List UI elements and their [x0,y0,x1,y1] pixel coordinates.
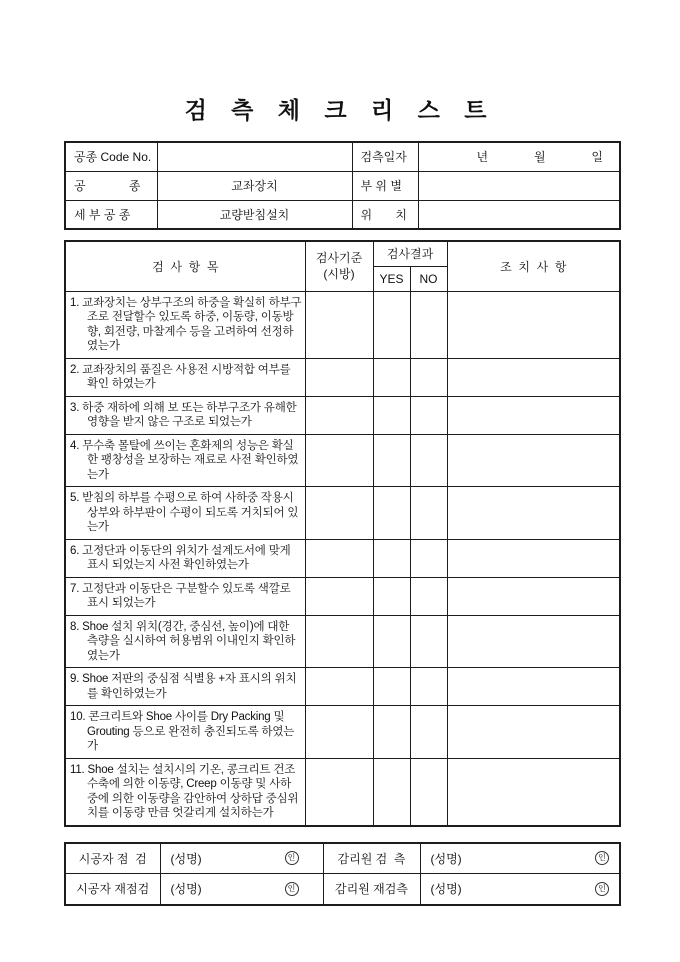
info-table [64,141,621,230]
checklist-row-4 [65,434,620,487]
checklist-item-1: 1. 교좌장치는 상부구조의 하중을 확실히 하부구조로 전달할수 있도록 하중, 이동량, 이동방향, 회전량, 마찰계수 등을 고려하여 선정하였는가 [65,291,305,358]
yes-cell-2 [373,358,410,396]
checklist-row-10 [65,706,620,759]
signoff-row-1 [65,843,620,874]
checklist-item-4: 4. 무수축 몰탈에 쓰이는 혼화제의 성능은 확실한 팽창성을 보장하는 재료로 사전 확인하였는가 [65,434,305,487]
no-cell-4 [410,434,447,487]
col-header-no: NO [410,266,447,291]
checklist-item-10: 10. 콘크리트와 Shoe 사이를 Dry Packing 및 Grouting 등으로 완전히 충진되도록 하였는가 [65,706,305,759]
field-part-value [418,171,620,200]
checklist-row-8 [65,615,620,668]
info-row-3 [65,200,620,229]
checklist-item-9: 9. Shoe 저판의 중심점 식별용 +자 표시의 위치를 확인하였는가 [65,668,305,706]
field-inspection-date-value [418,142,620,171]
standard-cell-1 [305,291,373,358]
standard-cell-9 [305,668,373,706]
supervisor-check-name-cell [420,843,620,874]
action-cell-3 [447,396,620,434]
seal-icon: 인 [285,882,299,896]
seal-icon: 인 [595,851,609,865]
standard-cell-6 [305,539,373,577]
checklist-item-8: 8. Shoe 설치 위치(경간, 중심선, 높이)에 대한 측량을 실시하여 허용범위 이내인지 확인하였는가 [65,615,305,668]
yes-cell-5 [373,487,410,540]
action-cell-2 [447,358,620,396]
action-cell-4 [447,434,620,487]
supervisor-recheck-label: 감리원 재검측 [323,874,420,905]
yes-cell-3 [373,396,410,434]
col-header-standard [305,241,373,291]
col-header-action: 조 치 사 항 [447,241,620,291]
standard-cell-5 [305,487,373,540]
no-cell-9 [410,668,447,706]
checklist-row-3 [65,396,620,434]
standard-cell-11 [305,758,373,826]
seal-icon: 인 [285,851,299,865]
col-header-standard-line2: (시방) [323,267,355,282]
no-cell-8 [410,615,447,668]
checklist-header-row-1 [65,241,620,266]
col-header-items: 검 사 항 목 [65,241,305,291]
standard-cell-4 [305,434,373,487]
standard-cell-10 [305,706,373,759]
field-detail-work-label: 세 부 공 종 [65,200,157,229]
action-cell-7 [447,577,620,615]
date-units [419,148,620,165]
no-cell-1 [410,291,447,358]
signoff-row-2 [65,874,620,905]
checklist-row-6 [65,539,620,577]
seal-icon: 인 [595,882,609,896]
yes-cell-9 [373,668,410,706]
action-cell-8 [447,615,620,668]
checklist-item-3: 3. 하중 재하에 의해 보 또는 하부구조가 유해한 영향을 받지 않은 구조로 되었는가 [65,396,305,434]
yes-cell-11 [373,758,410,826]
field-code-no-label: 공종 Code No. [65,142,157,171]
standard-cell-8 [305,615,373,668]
action-cell-6 [447,539,620,577]
field-part-label: 부 위 별 [352,171,418,200]
no-cell-5 [410,487,447,540]
contractor-recheck-name: (성명) [170,882,202,897]
supervisor-recheck-name: (성명) [430,882,462,897]
col-header-yes: YES [373,266,410,291]
col-header-result: 검사결과 [373,241,447,266]
no-cell-11 [410,758,447,826]
signoff-table [64,842,621,906]
checklist-row-11 [65,758,620,826]
contractor-check-name: (성명) [170,851,202,866]
action-cell-9 [447,668,620,706]
checklist-row-2 [65,358,620,396]
checklist-item-5: 5. 받침의 하부를 수평으로 하여 사하중 작용시 상부와 하부판이 수평이 되도록 거치되어 있는가 [65,487,305,540]
info-row-1 [65,142,620,171]
no-cell-7 [410,577,447,615]
action-cell-1 [447,291,620,358]
col-header-standard-line1: 검사기준 [315,251,363,266]
yes-cell-7 [373,577,410,615]
yes-cell-4 [373,434,410,487]
checklist-item-7: 7. 고정단과 이동단은 구분할수 있도록 색깔로 표시 되었는가 [65,577,305,615]
field-position-label: 위 치 [352,200,418,229]
page-title: 검 측 체 크 리 스 트 [184,97,496,123]
supervisor-recheck-name-cell [420,874,620,905]
checklist-item-6: 6. 고정단과 이동단의 위치가 설계도서에 맞게 표시 되었는지 사전 확인하였는가 [65,539,305,577]
action-cell-5 [447,487,620,540]
checklist-row-5 [65,487,620,540]
field-work-type-label: 공 종 [65,171,157,200]
yes-cell-6 [373,539,410,577]
no-cell-10 [410,706,447,759]
standard-cell-3 [305,396,373,434]
no-cell-6 [410,539,447,577]
yes-cell-10 [373,706,410,759]
standard-cell-2 [305,358,373,396]
field-work-type-value: 교좌장치 [157,171,352,200]
checklist-item-2: 2. 교좌장치의 품질은 사용전 시방적합 여부를 확인 하였는가 [65,358,305,396]
yes-cell-1 [373,291,410,358]
field-position-value [418,200,620,229]
checklist-row-7 [65,577,620,615]
checklist-row-9 [65,668,620,706]
date-unit-year: 년 [476,150,489,165]
no-cell-2 [410,358,447,396]
checklist-row-1 [65,291,620,358]
field-inspection-date-label: 검측일자 [352,142,418,171]
action-cell-11 [447,758,620,826]
yes-cell-8 [373,615,410,668]
field-detail-work-value: 교량받침설치 [157,200,352,229]
checklist-item-11: 11. Shoe 설치는 설치시의 기온, 콩크리트 건조수축에 의한 이동량, Creep 이동량 및 사하중에 의한 이동량을 감안하여 상하답 중심위치를 이동량 만큼 엇갈리게 설치하는가 [65,758,305,826]
contractor-recheck-label: 시공자 재점검 [65,874,160,905]
date-unit-day: 일 [591,150,603,165]
field-code-no-value [157,142,352,171]
date-unit-month: 월 [533,150,546,165]
supervisor-check-name: (성명) [430,851,462,866]
contractor-check-label: 시공자 점 검 [65,843,160,874]
checklist-table [64,240,621,827]
info-row-2 [65,171,620,200]
contractor-recheck-name-cell [160,874,323,905]
no-cell-3 [410,396,447,434]
contractor-check-name-cell [160,843,323,874]
action-cell-10 [447,706,620,759]
supervisor-check-label: 감리원 검 측 [323,843,420,874]
standard-cell-7 [305,577,373,615]
